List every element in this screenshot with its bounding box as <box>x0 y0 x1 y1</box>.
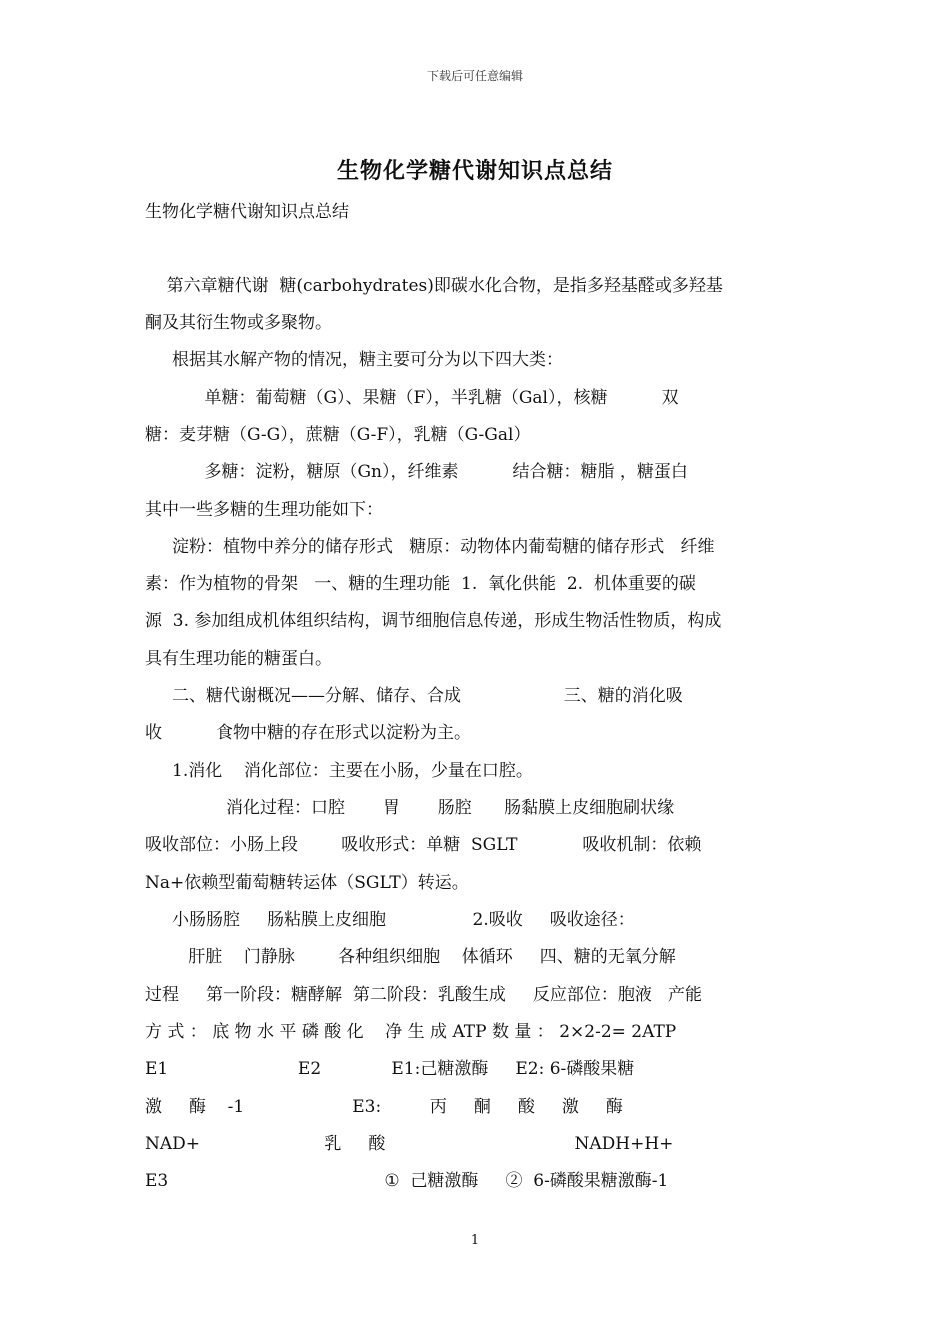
text-line: 多糖：淀粉，糖原（Gn），纤维素 结合糖：糖脂 ，糖蛋白 <box>145 462 688 482</box>
text-line: 方 式 ： 底 物 水 平 磷 酸 化 净 生 成 ATP 数 量 ： 2×2-2= 2ATP <box>145 1022 677 1042</box>
text-line: 过程 第一阶段：糖酵解 第二阶段：乳酸生成 反应部位：胞液 产能 <box>145 985 703 1005</box>
text-line: 肝脏 门静脉 各种组织细胞 体循环 四、糖的无氧分解 <box>145 947 676 967</box>
text-line: 激 酶 -1 E3: 丙 酮 酸 激 酶 <box>145 1097 623 1117</box>
text-line: E3 ① 己糖激酶 ② 6-磷酸果糖激酶-1 <box>145 1171 669 1191</box>
text-line: 其中一些多糖的生理功能如下： <box>145 500 383 520</box>
text-line: 收 食物中糖的存在形式以淀粉为主。 <box>145 723 472 743</box>
text-line: E1 E2 E1:己糖激酶 E2: 6-磷酸果糖 <box>145 1059 635 1079</box>
text-line: 淀粉：植物中养分的储存形式 糖原：动物体内葡萄糖的储存形式 纤维 <box>145 537 715 557</box>
text-line: 1.消化 消化部位：主要在小肠，少量在口腔。 <box>145 761 533 781</box>
text-line: 单糖：葡萄糖（G）、果糖（F），半乳糖（Gal），核糖 双 <box>145 388 679 408</box>
text-line: 吸收部位：小肠上段 吸收形式：单糖 SGLT 吸收机制：依赖 <box>145 835 702 855</box>
page-number: 1 <box>470 1233 480 1248</box>
text-line: 消化过程：口腔 胃 肠腔 肠黏膜上皮细胞刷状缘 <box>145 798 675 818</box>
text-line: 酮及其衍生物或多聚物。 <box>145 313 332 333</box>
text-line: Na+依赖型葡萄糖转运体（SGLT）转运。 <box>145 873 469 893</box>
text-line: 糖：麦芽糖（G-G），蔗糖（G-F），乳糖（G-Gal） <box>145 425 531 445</box>
text-line: 源 3. 参加组成机体组织结构，调节细胞信息传递，形成生物活性物质，构成 <box>145 611 722 631</box>
text-line: 二、糖代谢概况——分解、储存、合成 三、糖的消化吸 <box>145 686 683 706</box>
text-line: 具有生理功能的糖蛋白。 <box>145 649 332 669</box>
text-line: 根据其水解产物的情况，糖主要可分为以下四大类： <box>145 350 564 370</box>
page-title: 生物化学糖代谢知识点总结 <box>336 158 613 184</box>
text-line: 第六章糖代谢 糖(carbohydrates)即碳水化合物，是指多羟基醛或多羟基 <box>145 276 723 296</box>
text-line: NAD+ 乳 酸 NADH+H+ <box>145 1134 674 1154</box>
text-line: 小肠肠腔 肠粘膜上皮细胞 2.吸收 吸收途径： <box>145 910 635 930</box>
header-note: 下载后可任意编辑 <box>426 69 523 83</box>
subtitle-line: 生物化学糖代谢知识点总结 <box>145 202 349 222</box>
text-line: 素：作为植物的骨架 一、糖的生理功能 1. 氧化供能 2. 机体重要的碳 <box>145 574 696 594</box>
